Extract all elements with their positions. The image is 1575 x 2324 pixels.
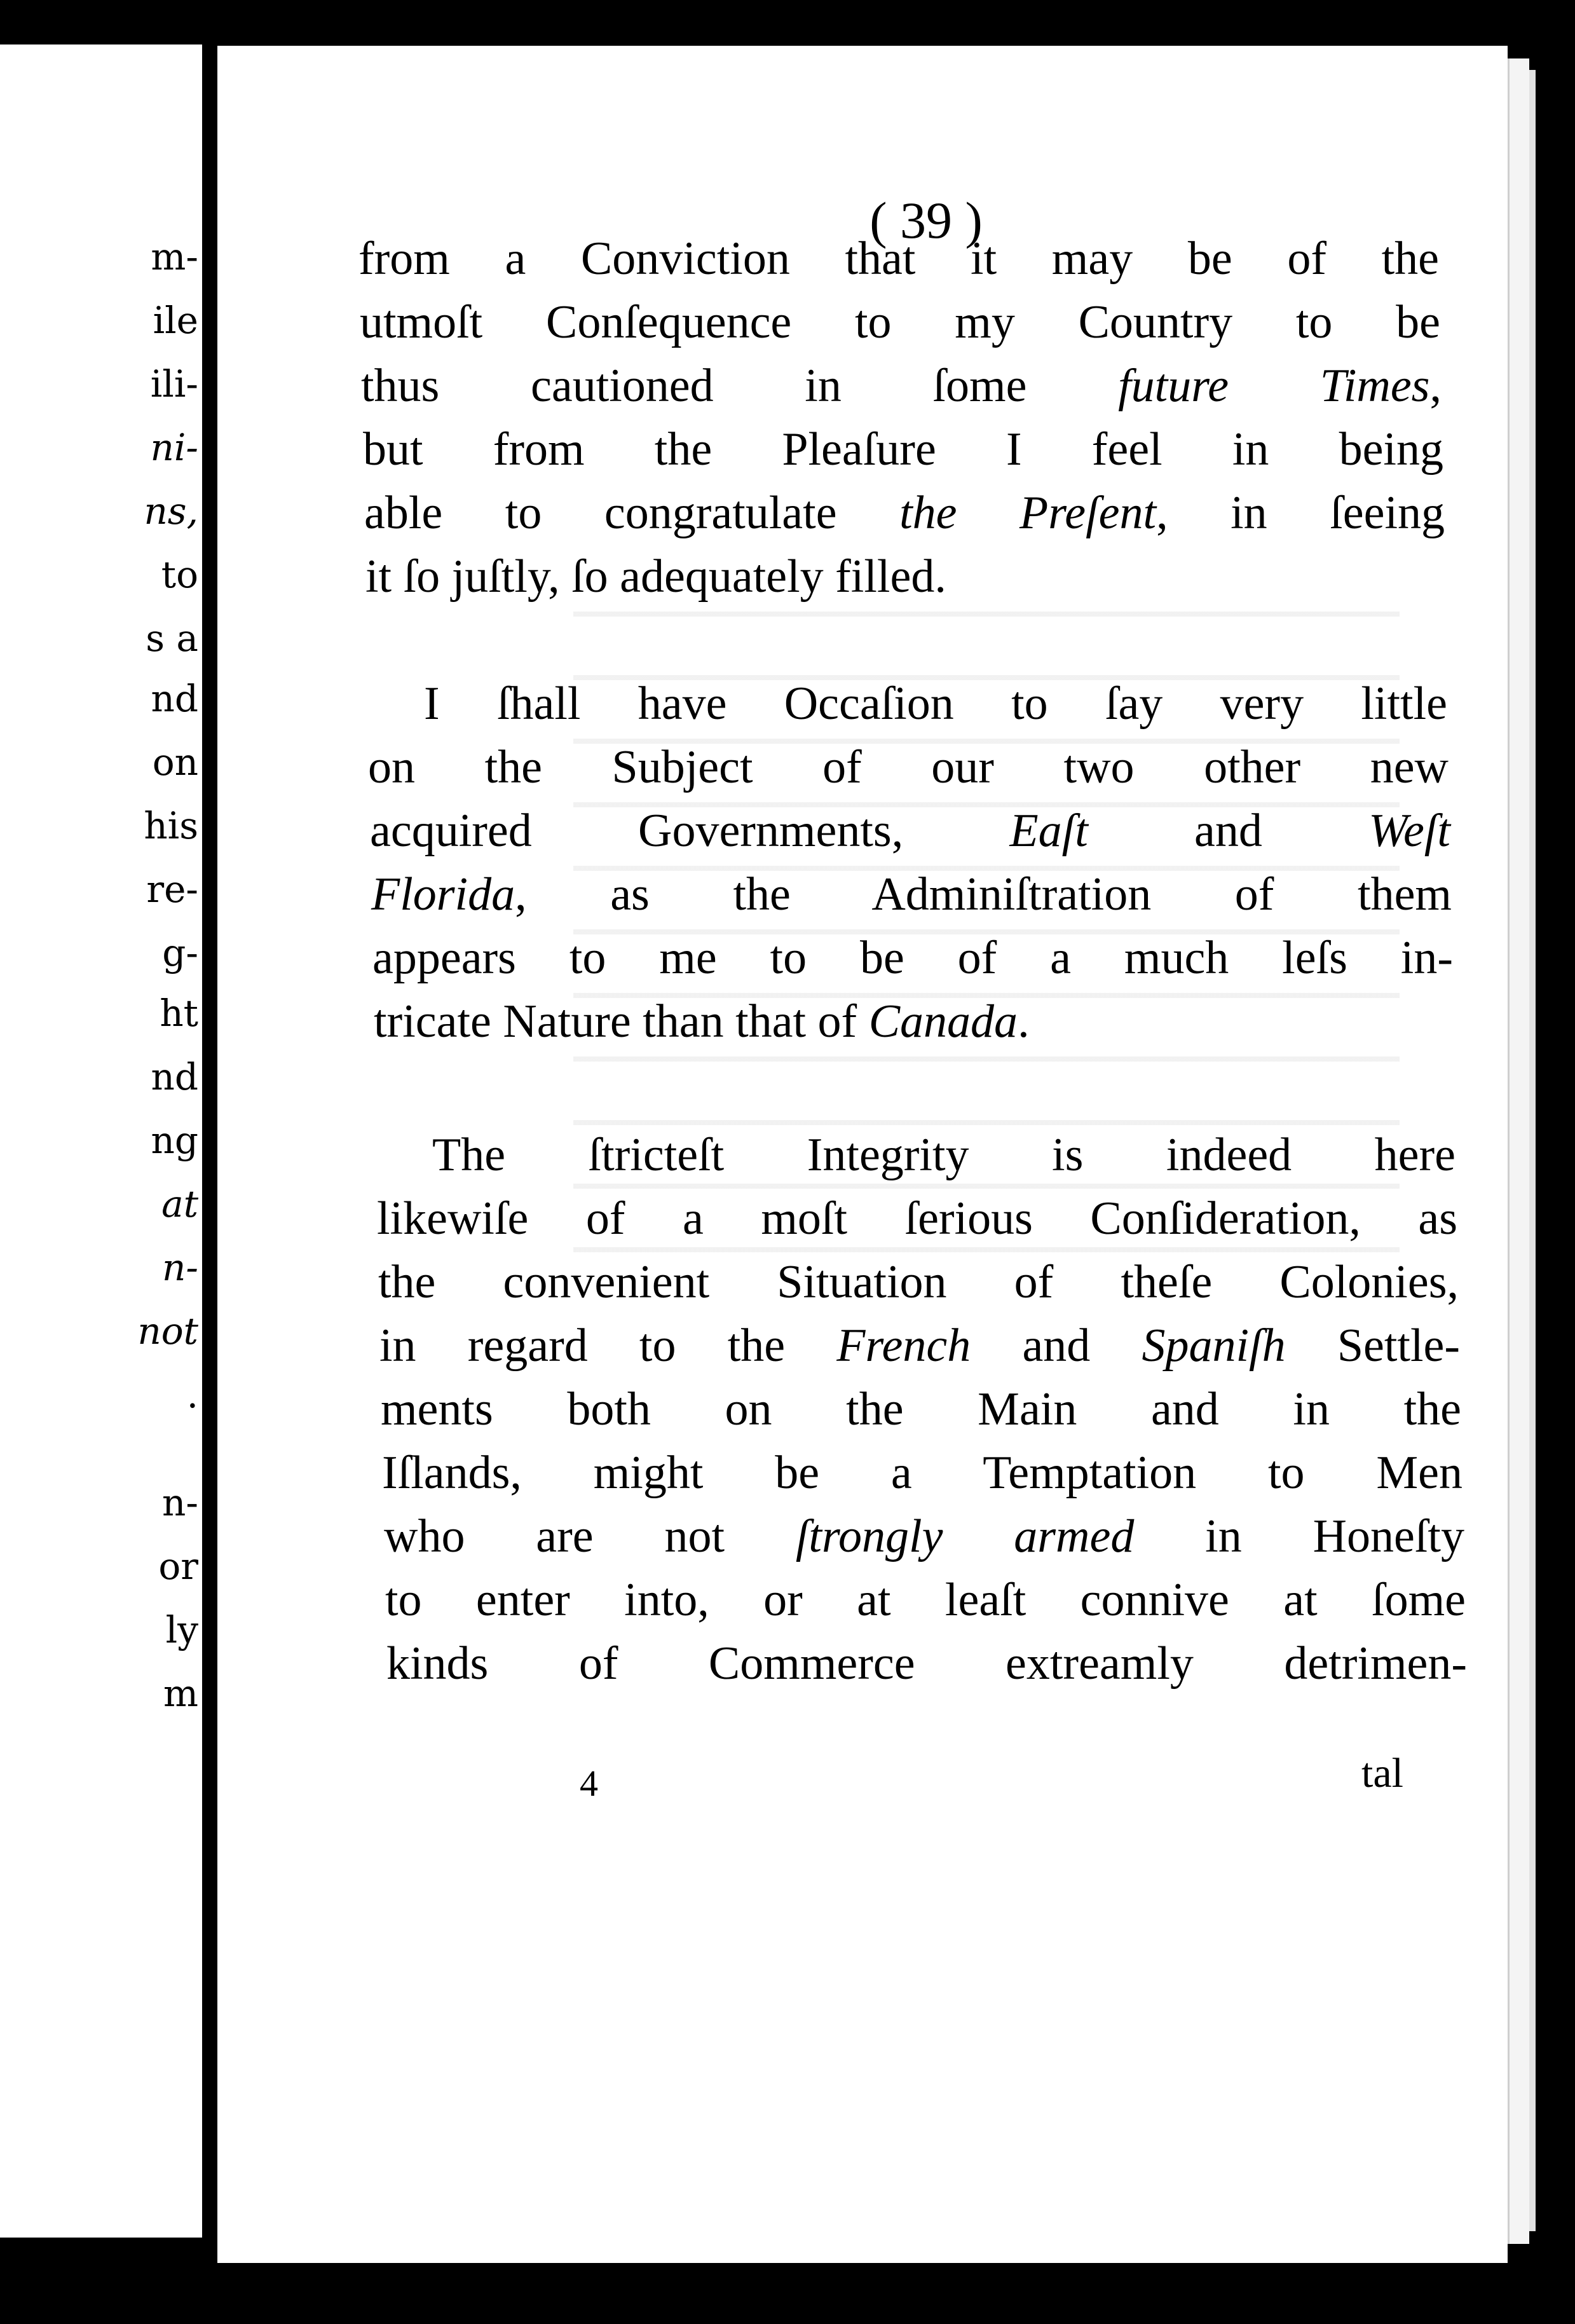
roman-text: in Honeſty — [1134, 1510, 1464, 1562]
roman-text: The ſtricteſt Integrity is indeed here — [432, 1129, 1456, 1181]
roman-text: acquired Governments, — [370, 805, 1010, 857]
left-page-fragment: ng — [151, 1119, 198, 1162]
roman-text: tricate Nature than that of — [374, 995, 869, 1048]
roman-text: it ſo juſtly, ſo adequately filled. — [365, 550, 946, 603]
roman-text: and — [971, 1320, 1142, 1372]
roman-text: ments both on the Main and in the — [381, 1383, 1461, 1435]
roman-text: who are not — [384, 1510, 796, 1562]
catchword: tal — [1361, 1750, 1403, 1796]
page-edge-stack-inner — [1529, 70, 1536, 2231]
text-line — [377, 1193, 1457, 1245]
text-line — [372, 932, 1453, 984]
italic-text: future Times — [1118, 360, 1430, 412]
roman-text: but from the Pleaſure I feel in being — [363, 423, 1443, 475]
left-page-fragment: nd — [151, 677, 198, 720]
facing-page-left — [0, 44, 202, 2238]
text-line — [371, 868, 1452, 920]
italic-text: Eaſt — [1009, 805, 1088, 857]
roman-text: . — [1018, 995, 1030, 1048]
left-page-fragment: ht — [160, 992, 198, 1035]
left-page-fragment: ni- — [150, 426, 198, 469]
left-page-fragment: ns, — [144, 489, 198, 533]
left-page-fragment: g- — [162, 931, 198, 974]
italic-text: Weſt — [1368, 805, 1450, 857]
italic-text: the Preſent — [899, 487, 1157, 539]
text-line — [360, 296, 1440, 348]
roman-text: thus cautioned in ſome — [361, 360, 1119, 412]
left-page-fragment: nd — [151, 1055, 198, 1098]
text-line — [382, 1447, 1462, 1499]
roman-text: appears to me to be of a much leſs in- — [372, 932, 1453, 984]
gutter-shadow — [202, 0, 216, 2324]
text-line — [379, 1320, 1460, 1372]
roman-text: able to congratulate — [364, 487, 900, 539]
roman-text: from a Conviction that it may be of the — [358, 233, 1439, 285]
italic-text: French — [836, 1320, 971, 1372]
left-page-fragment: not — [137, 1309, 198, 1353]
roman-text: Iſlands, might be a Temptation to Men — [382, 1447, 1462, 1499]
text-line — [361, 360, 1442, 412]
italic-text: ſtrongly armed — [795, 1510, 1135, 1562]
left-page-fragment: m — [163, 1672, 198, 1715]
text-line — [358, 233, 1439, 285]
signature-mark: 4 — [580, 1763, 598, 1804]
text-line — [385, 1574, 1466, 1626]
roman-text: the convenient Situation of theſe Colonies, — [378, 1256, 1459, 1308]
left-page-fragment: or — [158, 1545, 198, 1588]
text-line — [375, 1131, 1456, 1179]
text-line — [368, 741, 1449, 793]
left-page-fragment: . — [186, 1373, 198, 1416]
roman-text: utmoſt Conſequence to my Country to be — [360, 296, 1440, 348]
text-line — [370, 805, 1450, 857]
left-page-fragment: ly — [165, 1608, 198, 1651]
text-line — [378, 1256, 1459, 1308]
running-head-page-number: ( 39 ) — [869, 191, 983, 249]
left-page-fragment: n- — [162, 1481, 198, 1524]
left-page-fragment: at — [161, 1182, 198, 1226]
text-line — [384, 1510, 1464, 1562]
italic-text: Florida — [371, 868, 515, 920]
roman-text: , in ſeeing — [1156, 487, 1445, 539]
left-page-fragment: ile — [153, 299, 198, 342]
page-edge-stack — [1508, 58, 1529, 2244]
left-page-fragment: n- — [162, 1246, 198, 1289]
roman-text: to enter into, or at leaſt connive at ſome — [385, 1574, 1466, 1626]
left-page-fragment: to — [161, 553, 198, 596]
left-page-fragment: s a — [146, 617, 198, 660]
roman-text: on the Subject of our two other new — [368, 741, 1449, 793]
text-line — [367, 678, 1447, 730]
italic-text: Canada — [868, 995, 1018, 1048]
roman-text: Settle- — [1285, 1320, 1460, 1372]
left-page-fragment: m- — [151, 235, 198, 278]
text-line — [386, 1637, 1467, 1690]
roman-text: kinds of Commerce extreamly detrimen- — [386, 1637, 1467, 1690]
text-line — [364, 489, 1445, 537]
roman-text: , as the Adminiſtration of them — [515, 868, 1452, 920]
text-line — [365, 550, 946, 603]
roman-text: I ſhall have Occaſion to ſay very little — [424, 678, 1447, 730]
text-line — [381, 1383, 1461, 1435]
left-page-fragment: ili- — [150, 362, 198, 406]
italic-text: Spaniſh — [1142, 1320, 1286, 1372]
roman-text: likewiſe of a moſt ſerious Conſideration, as — [377, 1193, 1457, 1245]
left-page-fragment: his — [144, 804, 198, 847]
left-page-fragment: re- — [146, 868, 198, 911]
roman-text: in regard to the — [379, 1320, 837, 1372]
text-line — [363, 423, 1443, 475]
text-line — [374, 995, 1030, 1048]
left-page-fragment: on — [152, 741, 198, 784]
roman-text: and — [1088, 805, 1369, 857]
page-39 — [217, 46, 1508, 2263]
roman-text: , — [1429, 360, 1442, 412]
